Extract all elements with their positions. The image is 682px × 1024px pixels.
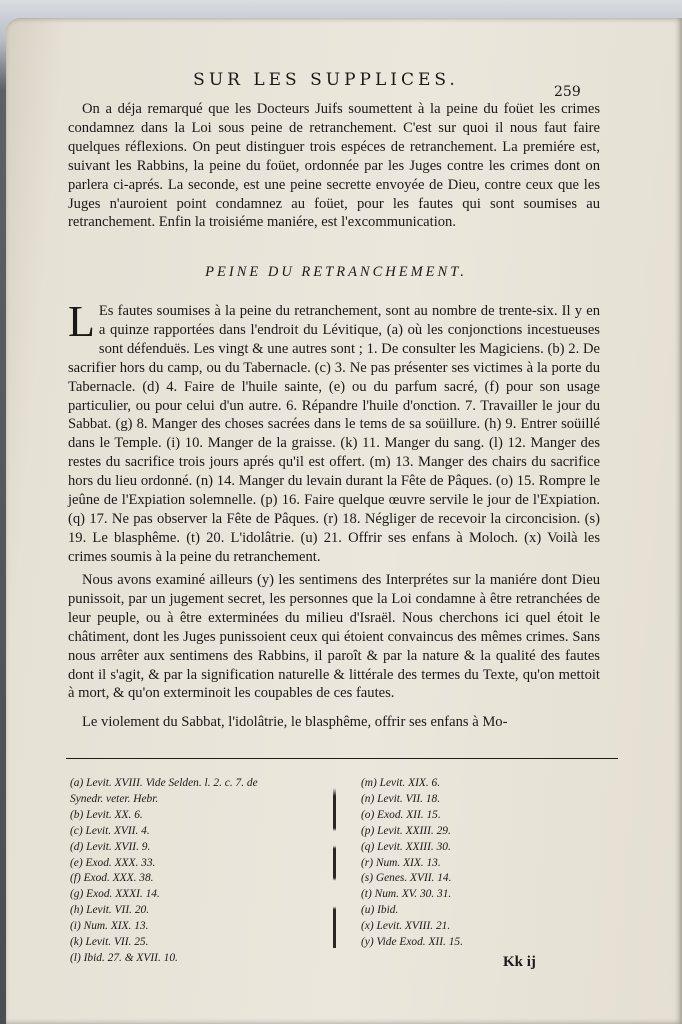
footnote: (i) Num. XIX. 13. — [70, 920, 149, 933]
footnote: (c) Levit. XVII. 4. — [70, 824, 150, 837]
footnote: (x) Levit. XVIII. 21. — [361, 920, 451, 933]
footnote: (b) Levit. XX. 6. — [70, 808, 143, 821]
footnotes-right-column — [361, 776, 601, 951]
section-title: PEINE DU RETRANCHEMENT. — [205, 264, 467, 280]
drop-cap: L — [68, 297, 95, 346]
continuation-paragraph — [68, 713, 600, 732]
footnote: (p) Levit. XXIII. 29. — [361, 824, 451, 837]
footnote-rule — [66, 758, 618, 759]
page-number: 259 — [554, 84, 581, 100]
footnote: (r) Num. XIX. 13. — [361, 856, 441, 869]
paragraph-1-text: On a déja remarqué que les Docteurs Juifs soumettent à la peine du foüet les crimes condamnez dans la Loi sous peine de retranchement. C'est sur quoi il nous faut faire quelques réflexions. On peut distinguer trois espéces de retranchement. La premiére est, suivant les Rabbins, la peine du foüet, ordonnée par les Juges contre les crimes dont on parlera ci-aprés. La seconde, est une peine secrette envoyée de Dieu, contre ceux que les Juges n'auroient point condamnez au foüet, pour les fautes qui sont soumises au retranchement. Enfin la troisiéme maniére, est l'excommunication. — [68, 101, 600, 231]
footnote: (t) Num. XV. 30. 31. — [361, 888, 452, 901]
footnote: (l) Ibid. 27. & XVII. 10. — [70, 951, 178, 964]
footnote: (f) Exod. XXX. 38. — [70, 872, 154, 885]
paragraph-2-text: Es fautes soumises à la peine du retranchement, sont au nombre de trente-six. Il y en a quinze rapportées dans l'endroit du Lévitique, (a) où les conjonctions incestueuses sont défenduës. Les vingt & une autres sont ; 1. De consulter les Magiciens. (b) 2. De sacrifier hors du camp, ou du Tabernacle. (c) 3. Ne pas présenter ses victimes à la porte du Tabernacle. (d) 4. Faire de l'huile sainte, (e) ou du parfum sacré, (f) pour son usage particulier, ou pour celui d'un autre. 6. Répandre l'huile d'onction. 7. Travailler le jour du Sabbat. (g) 8. Manger des choses sacrées dans le tems de sa soüillure. (h) 9. Entrer soüillé dans le Temple. (i) 10. Manger de la graisse. (k) 11. Manger du sang. (l) 12. Manger des restes du sacrifice trois jours aprés qu'il est offert. (m) 13. Manger des chairs du sacrifice hors du lieu ordonné. (n) 14. Manger du levain durant la Fête de Pâques. (o) 15. Rompre le jeûne de l'Expiation solemnelle. (p) 16. Faire quelque œuvre servile le jour de l'Expiation. (q) 17. Ne pas observer la Fête de Pâques. (r) 18. Négliger de recevoir la circoncision. (s) 19. Le blasphême. (t) 20. L'idolâtrie. (u) 21. Offrir ses enfans à Moloch. (x) Voilà les crimes soumis à la peine du retranchement. — [68, 303, 600, 565]
paragraph-4-text: Le violement du Sabbat, l'idolâtrie, le blasphême, offrir ses enfans à Mo- — [82, 714, 508, 730]
paragraph-3-text: Nous avons examiné ailleurs (y) les sentimens des Interprétes sur la maniére dont Dieu punissoit, par un jugement secret, les personnes que la Loi condamne à être retranchées de leur peuple, ou à être exterminées du milieu d'Israël. Nous cherchons ici quel étoit le châtiment, dont les Juges punissoient ceux qui étoient convaincus des mêmes crimes. Sans nous arrêter aux sentimens des Rabbins, il paroît & par la nature & la qualité des fautes dont il s'agit, & par la signification naturelle & littérale des termes du Texte, qu'on mettoit à mort, & qu'on exterminoit les coupables de ces fautes. — [68, 572, 600, 702]
footnote: (d) Levit. XVII. 9. — [70, 840, 151, 853]
footnote: Synedr. veter. Hebr. — [70, 792, 159, 805]
interpretation-paragraph — [68, 571, 600, 703]
footnote: (o) Exod. XII. 15. — [361, 808, 441, 821]
footnote: (y) Vide Exod. XII. 15. — [361, 936, 463, 949]
footnote: (e) Exod. XXX. 33. — [70, 856, 156, 869]
footnote: (m) Levit. XIX. 6. — [361, 777, 441, 789]
footnote: (h) Levit. VII. 20. — [70, 904, 150, 917]
footnote: (u) Ibid. — [361, 904, 399, 917]
footnote-column-divider — [333, 788, 336, 948]
running-head: SUR LES SUPPLICES. — [193, 70, 459, 90]
book-page — [6, 18, 682, 1024]
footnote: (s) Genes. XVII. 14. — [361, 872, 452, 885]
footnote: (g) Exod. XXXI. 14. — [70, 888, 160, 901]
intro-paragraph — [68, 100, 600, 232]
signature-mark: Kk ij — [503, 954, 536, 970]
footnotes-left-column — [70, 776, 335, 967]
footnote: (n) Levit. VII. 18. — [361, 792, 441, 805]
footnote: (k) Levit. VII. 25. — [70, 936, 149, 949]
crimes-list-paragraph — [68, 297, 600, 567]
footnote: (q) Levit. XXIII. 30. — [361, 840, 451, 853]
footnote: (a) Levit. XVIII. Vide Selden. l. 2. c. 7. de — [70, 777, 258, 789]
